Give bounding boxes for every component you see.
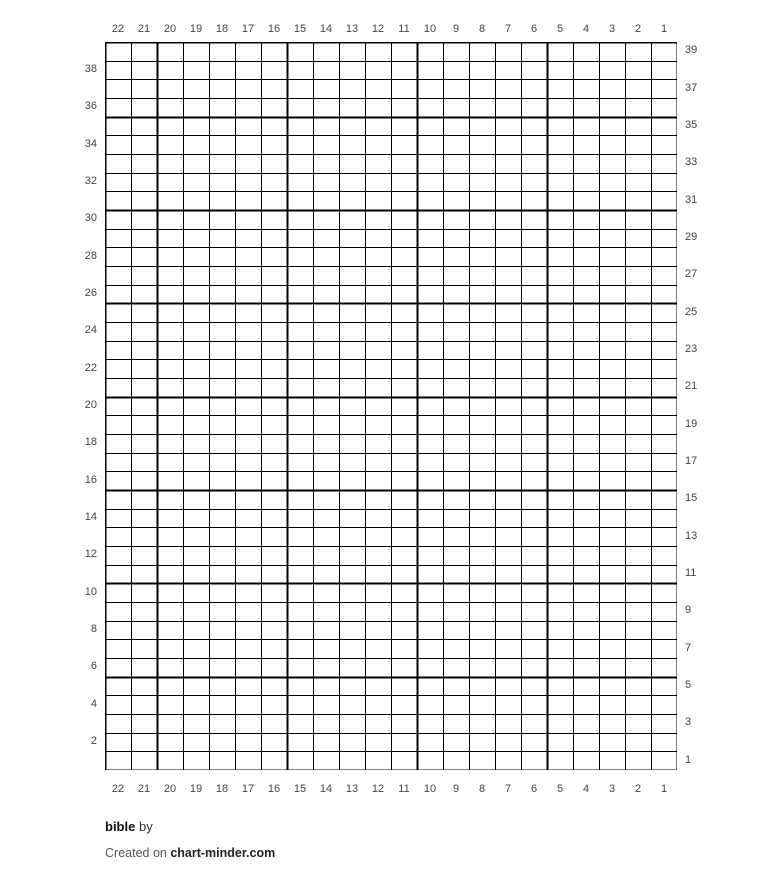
credit-line — [105, 846, 275, 860]
row-label-right-1: 1 — [685, 753, 692, 766]
row-label-left-8: 8 — [90, 623, 97, 635]
row-label-left-30: 30 — [84, 212, 97, 225]
column-label-bottom-17: 17 — [241, 783, 255, 795]
column-label-bottom-9: 9 — [452, 783, 460, 795]
column-label-top-19: 19 — [189, 23, 203, 35]
row-label-right-19: 19 — [685, 417, 698, 430]
row-label-right-11: 11 — [685, 567, 697, 579]
column-label-bottom-5: 5 — [556, 783, 564, 795]
column-label-bottom-15: 15 — [293, 783, 307, 795]
row-label-left-10: 10 — [84, 585, 97, 598]
row-label-right-17: 17 — [685, 455, 698, 467]
column-label-top-11: 11 — [398, 23, 410, 35]
row-label-right-29: 29 — [685, 231, 698, 243]
column-label-bottom-16: 16 — [267, 783, 281, 795]
row-label-right-37: 37 — [685, 81, 698, 94]
column-label-bottom-7: 7 — [504, 783, 512, 795]
column-label-top-1: 1 — [660, 23, 668, 35]
row-label-left-36: 36 — [84, 100, 97, 113]
row-label-right-23: 23 — [685, 343, 698, 355]
column-label-top-6: 6 — [530, 23, 538, 35]
credit-prefix: Created on — [105, 846, 171, 860]
row-label-left-34: 34 — [84, 137, 97, 150]
column-label-top-3: 3 — [608, 23, 616, 35]
pattern-title — [105, 819, 153, 834]
column-label-top-17: 17 — [241, 23, 255, 35]
row-label-left-6: 6 — [90, 660, 97, 673]
column-label-bottom-10: 10 — [423, 783, 437, 795]
row-label-right-39: 39 — [685, 44, 698, 57]
pattern-name: bible — [105, 819, 136, 834]
row-label-left-38: 38 — [84, 63, 97, 75]
row-label-left-20: 20 — [84, 399, 97, 411]
column-label-bottom-4: 4 — [582, 783, 590, 795]
row-label-left-2: 2 — [90, 735, 97, 747]
row-label-left-22: 22 — [84, 361, 97, 374]
row-label-left-12: 12 — [84, 548, 97, 561]
column-label-bottom-12: 12 — [371, 783, 385, 795]
column-label-bottom-1: 1 — [660, 783, 668, 795]
row-label-right-31: 31 — [685, 193, 698, 206]
column-label-top-5: 5 — [556, 23, 564, 35]
row-label-left-16: 16 — [84, 473, 97, 486]
stitch-grid[interactable] — [105, 42, 677, 770]
column-label-top-13: 13 — [345, 23, 359, 35]
column-label-top-22: 22 — [111, 23, 125, 35]
column-label-top-9: 9 — [452, 23, 460, 35]
column-label-bottom-2: 2 — [634, 783, 642, 795]
column-label-bottom-19: 19 — [189, 783, 203, 795]
row-label-left-32: 32 — [84, 175, 97, 187]
column-label-top-18: 18 — [215, 23, 229, 35]
column-label-bottom-20: 20 — [163, 783, 177, 795]
row-label-right-25: 25 — [685, 305, 698, 318]
column-label-bottom-11: 11 — [398, 783, 410, 795]
grid-lines — [105, 42, 677, 770]
column-label-top-7: 7 — [504, 23, 512, 35]
column-label-top-10: 10 — [423, 23, 437, 35]
pattern-author: by — [138, 819, 153, 834]
row-label-left-24: 24 — [84, 324, 97, 337]
column-label-top-15: 15 — [293, 23, 307, 35]
row-label-right-35: 35 — [685, 119, 698, 131]
column-label-bottom-13: 13 — [345, 783, 359, 795]
row-label-left-28: 28 — [84, 249, 97, 262]
column-label-top-21: 21 — [137, 23, 151, 35]
row-label-right-33: 33 — [685, 156, 698, 169]
column-label-bottom-22: 22 — [111, 783, 125, 795]
column-label-top-14: 14 — [319, 23, 333, 35]
column-label-bottom-21: 21 — [137, 783, 151, 795]
row-label-right-13: 13 — [685, 529, 698, 542]
column-label-top-8: 8 — [478, 23, 486, 35]
column-label-bottom-14: 14 — [319, 783, 333, 795]
column-label-top-4: 4 — [582, 23, 590, 35]
row-label-left-4: 4 — [90, 697, 97, 710]
row-label-right-21: 21 — [685, 380, 698, 393]
row-label-right-15: 15 — [685, 492, 698, 505]
column-label-bottom-3: 3 — [608, 783, 616, 795]
row-label-right-3: 3 — [685, 716, 692, 729]
column-label-bottom-18: 18 — [215, 783, 229, 795]
row-label-left-14: 14 — [84, 511, 97, 523]
column-label-bottom-8: 8 — [478, 783, 486, 795]
column-label-top-12: 12 — [371, 23, 385, 35]
row-label-left-26: 26 — [84, 287, 97, 299]
row-label-right-9: 9 — [685, 604, 692, 617]
column-label-top-20: 20 — [163, 23, 177, 35]
column-label-top-2: 2 — [634, 23, 642, 35]
credit-site[interactable]: chart-minder.com — [170, 846, 276, 860]
row-label-right-5: 5 — [685, 679, 692, 691]
row-label-left-18: 18 — [84, 436, 97, 449]
column-label-bottom-6: 6 — [530, 783, 538, 795]
row-label-right-7: 7 — [685, 641, 692, 654]
row-label-right-27: 27 — [685, 268, 698, 281]
column-label-top-16: 16 — [267, 23, 281, 35]
